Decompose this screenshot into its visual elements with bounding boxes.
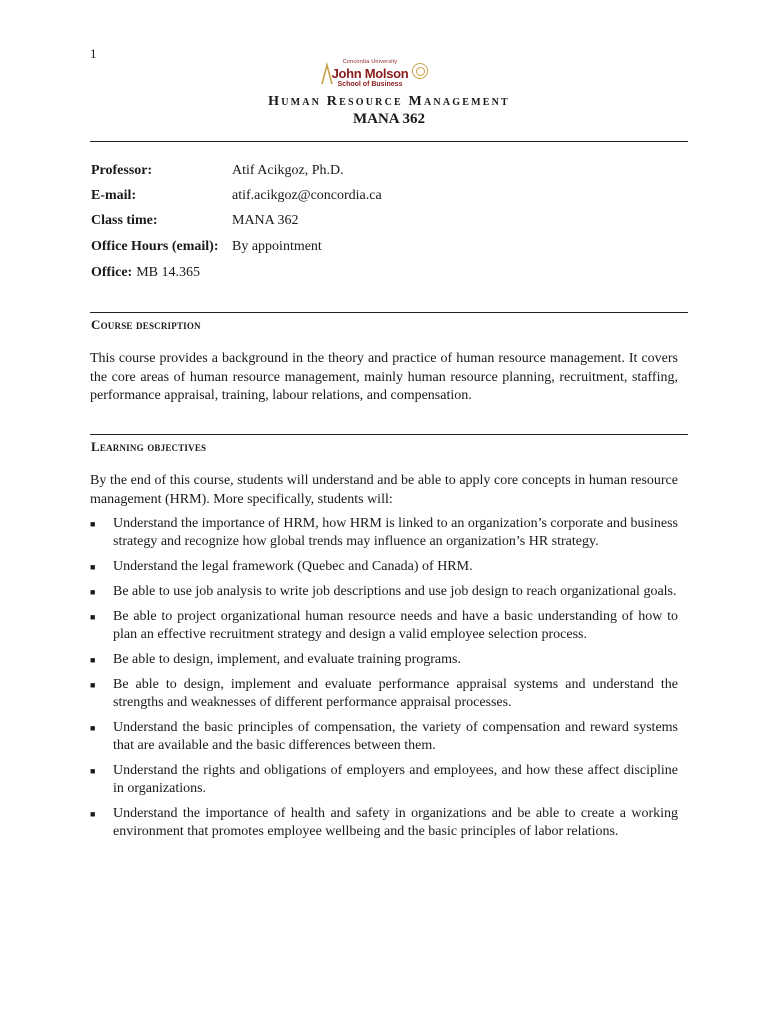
bullet-icon: ■ (90, 809, 96, 819)
info-value: Atif Acikgoz, Ph.D. (232, 163, 344, 178)
bullet-icon: ■ (90, 723, 96, 733)
learning-objectives-intro: By the end of this course, students will understand and be able to apply core concepts in human resource management (HRM). More specifically, students will: (90, 473, 678, 507)
page-number: 1 (90, 46, 97, 61)
divider-header (90, 141, 688, 142)
bullet-icon: ■ (90, 562, 96, 572)
list-item (90, 719, 678, 755)
list-item (90, 515, 678, 551)
info-row-office-hours (91, 239, 322, 255)
info-value: MB 14.365 (136, 265, 200, 280)
course-description-text: This course provides a background in the theory and practice of human resource management. It covers the core areas of human resource management, mainly human resource planning, recruitment, staffing, performance appraisal, training, labour relations, and compensation. (90, 351, 678, 403)
list-item-text: Understand the importance of HRM, how HRM is linked to an organization’s corporate and business strategy and recognize how global trends may influence an organization’s HR strategy. (113, 516, 678, 549)
info-row-professor (91, 163, 344, 179)
learning-objectives-list (90, 515, 678, 848)
list-item (90, 762, 678, 798)
list-item (90, 608, 678, 644)
bullet-icon: ■ (90, 612, 96, 622)
email-link[interactable]: atif.acikgoz@concordia.ca (232, 188, 382, 203)
list-item-text: Be able to design, implement and evaluate performance appraisal systems and understand the strengths and weaknesses of different performance appraisal processes. (113, 677, 678, 710)
bullet-icon: ■ (90, 766, 96, 776)
list-item-text: Understand the legal framework (Quebec and Canada) of HRM. (113, 559, 473, 574)
list-item (90, 583, 678, 601)
info-label: Class time: (91, 213, 158, 228)
list-item (90, 651, 678, 669)
info-row-email (91, 188, 382, 204)
list-item-text: Be able to use job analysis to write job descriptions and use job design to reach organizational goals. (113, 584, 677, 599)
list-item-text: Understand the basic principles of compensation, the variety of compensation and reward systems that are available and the basic differences between them. (113, 720, 678, 753)
john-molson-logo (320, 60, 430, 92)
section-heading-course-description: Course description (91, 317, 201, 332)
info-label: Office: (91, 265, 133, 280)
info-label: Office Hours (email): (91, 239, 219, 254)
bullet-icon: ■ (90, 655, 96, 665)
logo-school: School of Business (337, 80, 403, 88)
info-row-office (91, 265, 200, 281)
list-item-text: Be able to project organizational human resource needs and have a basic understanding of how to plan an effective recruitment strategy and design a valid employee selection process. (113, 609, 678, 642)
section-heading-learning-objectives: Learning objectives (91, 439, 207, 454)
list-item (90, 805, 678, 841)
course-code: MANA 362 (352, 111, 426, 127)
list-item-text: Understand the importance of health and safety in organizations and be able to create a working environment that promotes employee wellbeing and the basic principles of labor relations. (113, 806, 678, 839)
list-item-text: Understand the rights and obligations of employers and employees, and how these affect discipline in organizations. (113, 763, 678, 796)
info-value: By appointment (232, 239, 322, 254)
info-value: MANA 362 (232, 213, 299, 228)
list-item (90, 676, 678, 712)
divider-learning-objectives (90, 434, 688, 435)
divider-course-description (90, 312, 688, 313)
list-item (90, 558, 678, 576)
logo-university: Concordia University (342, 59, 398, 65)
bullet-icon: ■ (90, 587, 96, 597)
info-label: E-mail: (91, 188, 137, 203)
bullet-icon: ■ (90, 680, 96, 690)
course-title: Human Resource Management (268, 94, 510, 109)
list-item-text: Be able to design, implement, and evaluate training programs. (113, 652, 461, 667)
info-row-class-time (91, 213, 299, 229)
seal-icon (412, 63, 428, 79)
bullet-icon: ■ (90, 519, 96, 529)
logo-name: John Molson (331, 65, 409, 81)
info-label: Professor: (91, 163, 153, 178)
